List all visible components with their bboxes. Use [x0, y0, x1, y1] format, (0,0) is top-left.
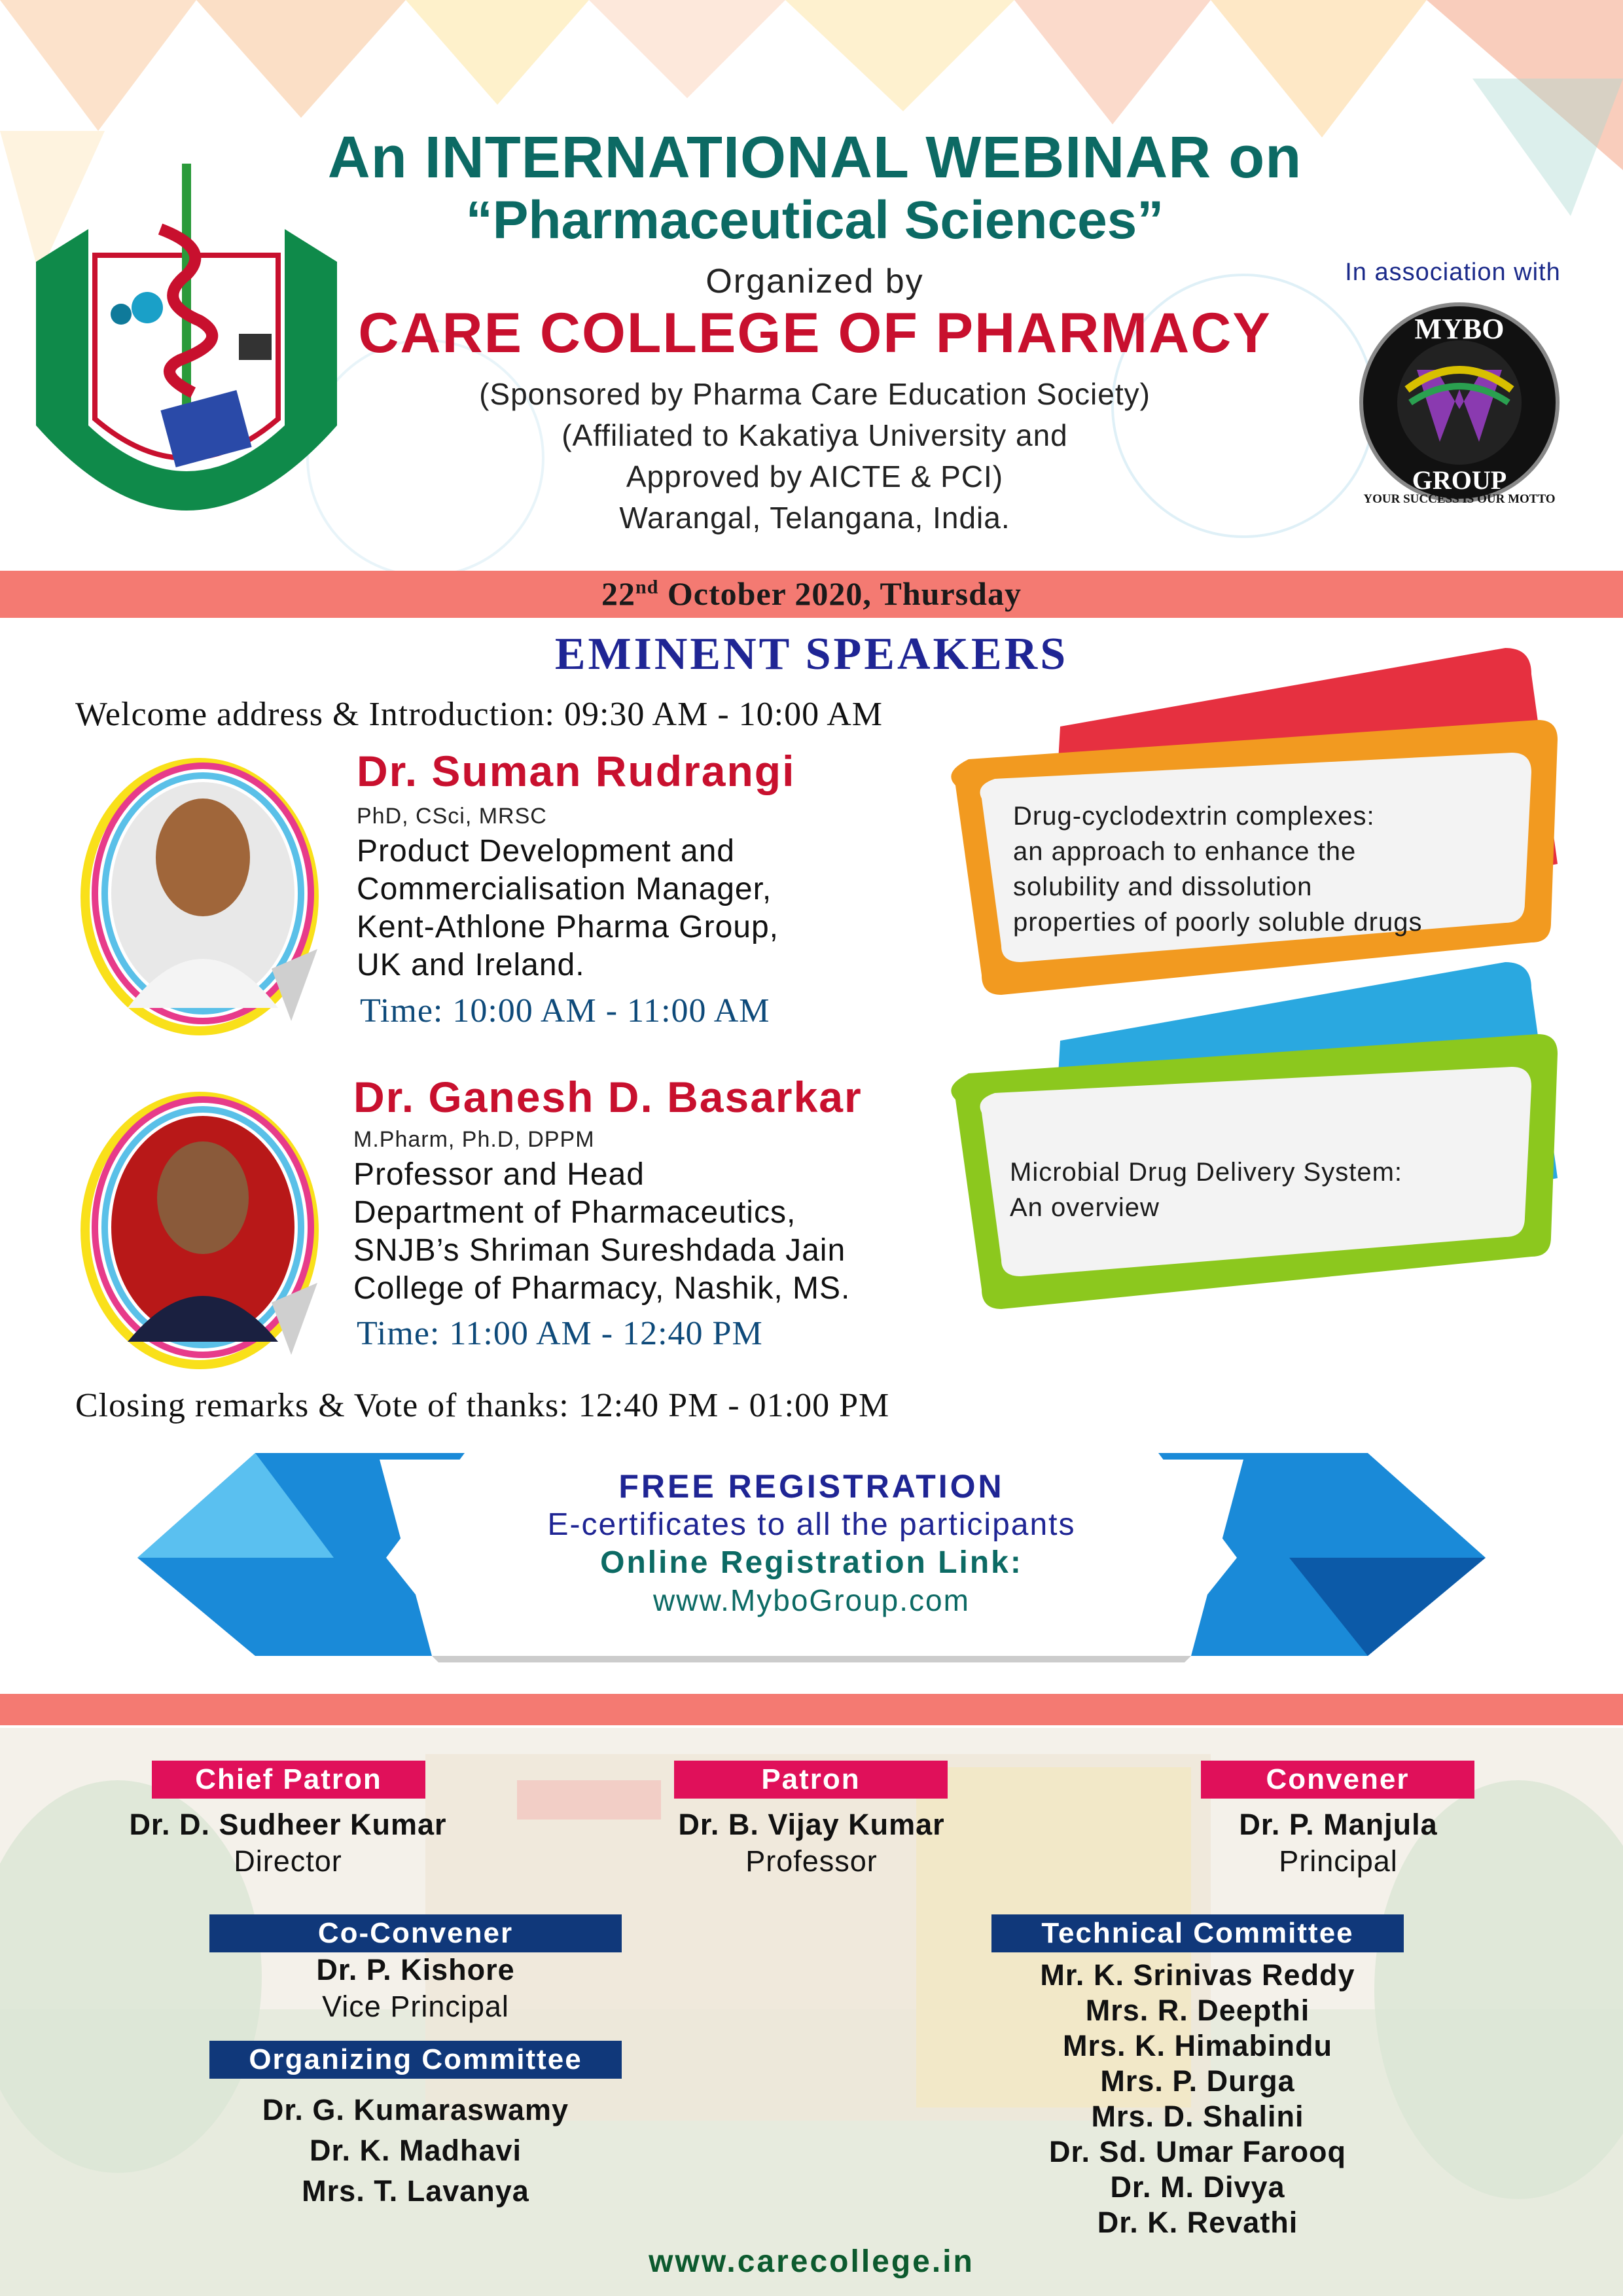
- organizing-member: Dr. K. Madhavi: [309, 2134, 522, 2167]
- speaker-1-line-4: UK and Ireland.: [357, 948, 585, 982]
- speaker-2-topic-line-1: Microbial Drug Delivery System:: [1010, 1158, 1403, 1187]
- mybo-brand-top: MYBO: [1414, 313, 1505, 345]
- speaker-1-line-3: Kent-Athlone Pharma Group,: [357, 910, 779, 944]
- organizing-committee-tag: Organizing Committee: [209, 2041, 622, 2079]
- organizing-member: Dr. G. Kumaraswamy: [262, 2093, 569, 2126]
- organizing-member: Mrs. T. Lavanya: [302, 2174, 529, 2208]
- speaker-2-line-3: SNJB’s Shriman Sureshdada Jain: [353, 1233, 846, 1268]
- free-registration-title: FREE REGISTRATION: [618, 1468, 1005, 1505]
- college-name: CARE COLLEGE OF PHARMACY: [358, 302, 1272, 365]
- closing-line: Closing remarks & Vote of thanks: 12:40 PM - 01:00 PM: [75, 1387, 890, 1424]
- section-title: EMINENT SPEAKERS: [554, 629, 1069, 679]
- technical-member: Dr. Sd. Umar Farooq: [1048, 2135, 1347, 2168]
- topic-2-banner: [929, 962, 1584, 1329]
- speaker-2-line-2: Department of Pharmaceutics,: [353, 1195, 796, 1230]
- convener-name: Dr. P. Manjula: [1239, 1808, 1438, 1841]
- chief-patron-tag: Chief Patron: [152, 1761, 425, 1799]
- co-convener-role: Vice Principal: [322, 1990, 509, 2023]
- speaker-1-line-1: Product Development and: [357, 834, 735, 869]
- affiliation-line-1: (Affiliated to Kakatiya University and: [562, 418, 1068, 452]
- certificates-note: E-certificates to all the participants: [547, 1507, 1076, 1542]
- technical-member: Mrs. P. Durga: [1100, 2064, 1295, 2098]
- registration-link[interactable]: www.MyboGroup.com: [653, 1583, 970, 1617]
- webinar-title: An INTERNATIONAL WEBINAR on: [327, 125, 1302, 190]
- event-date: [0, 575, 1623, 613]
- chief-patron-name: Dr. D. Sudheer Kumar: [129, 1808, 447, 1841]
- location-line: Warangal, Telangana, India.: [619, 501, 1010, 535]
- college-website[interactable]: www.carecollege.in: [649, 2244, 974, 2279]
- mybo-brand-bottom: GROUP: [1412, 465, 1507, 495]
- logo-text-left: [46, 314, 98, 484]
- speaker-2-photo-frame: [75, 1086, 330, 1374]
- speaker-1-topic-line-1: Drug-cyclodextrin complexes:: [1013, 802, 1375, 831]
- technical-member: Mrs. D. Shalini: [1091, 2100, 1304, 2133]
- technical-member: Mrs. R. Deepthi: [1085, 1994, 1310, 2027]
- speaker-1-topic-line-2: an approach to enhance the: [1013, 837, 1357, 866]
- organized-by-label: Organized by: [705, 262, 924, 300]
- convener-role: Principal: [1279, 1844, 1398, 1878]
- technical-member: Dr. K. Revathi: [1097, 2206, 1298, 2239]
- date-suffix: nd: [635, 576, 659, 598]
- co-convener-tag: Co-Convener: [209, 1914, 622, 1952]
- webinar-subject: “Pharmaceutical Sciences”: [465, 190, 1164, 250]
- speaker-2-line-1: Professor and Head: [353, 1157, 645, 1192]
- speaker-2-topic-line-2: An overview: [1010, 1193, 1160, 1222]
- technical-member: Mr. K. Srinivas Reddy: [1040, 1958, 1355, 1992]
- welcome-line: Welcome address & Introduction: 09:30 AM - 10:00 AM: [75, 696, 883, 733]
- speaker-1-topic-line-3: solubility and dissolution: [1013, 872, 1313, 901]
- association-label: In association with: [1315, 259, 1590, 287]
- technical-committee-tag: Technical Committee: [991, 1914, 1404, 1952]
- separator-bar: [0, 1694, 1623, 1725]
- co-convener-name: Dr. P. Kishore: [316, 1953, 515, 1986]
- patron-name: Dr. B. Vijay Kumar: [678, 1808, 945, 1841]
- registration-link-label: Online Registration Link:: [600, 1545, 1023, 1580]
- sponsor-line: (Sponsored by Pharma Care Education Society): [479, 377, 1150, 411]
- date-day: 22: [601, 575, 636, 612]
- speaker-2-time: Time: 11:00 AM - 12:40 PM: [357, 1315, 763, 1352]
- speaker-1-time: Time: 10:00 AM - 11:00 AM: [360, 992, 770, 1030]
- speaker-1-topic-line-4: properties of poorly soluble drugs: [1013, 908, 1423, 937]
- speaker-1-name: Dr. Suman Rudrangi: [357, 747, 796, 795]
- speaker-2-name: Dr. Ganesh D. Basarkar: [353, 1073, 863, 1121]
- technical-member: Dr. M. Divya: [1110, 2170, 1285, 2204]
- speaker-2-line-4: College of Pharmacy, Nashik, MS.: [353, 1271, 851, 1306]
- date-rest: October 2020, Thursday: [658, 575, 1022, 612]
- speaker-1-degrees: PhD, CSci, MRSC: [357, 804, 547, 829]
- speaker-1-photo-frame: [75, 753, 330, 1041]
- speaker-1-line-2: Commercialisation Manager,: [357, 872, 772, 906]
- patron-role: Professor: [745, 1844, 878, 1878]
- chief-patron-role: Director: [234, 1844, 342, 1878]
- affiliation-line-2: Approved by AICTE & PCI): [626, 459, 1004, 493]
- mybo-group-logo: [1355, 298, 1564, 507]
- patron-tag: Patron: [674, 1761, 948, 1799]
- technical-member: Mrs. K. Himabindu: [1062, 2029, 1333, 2062]
- mybo-tagline: YOUR SUCCESS IS OUR MOTTO: [1363, 492, 1556, 506]
- speaker-2-degrees: M.Pharm, Ph.D, DPPM: [353, 1127, 595, 1152]
- convener-tag: Convener: [1201, 1761, 1474, 1799]
